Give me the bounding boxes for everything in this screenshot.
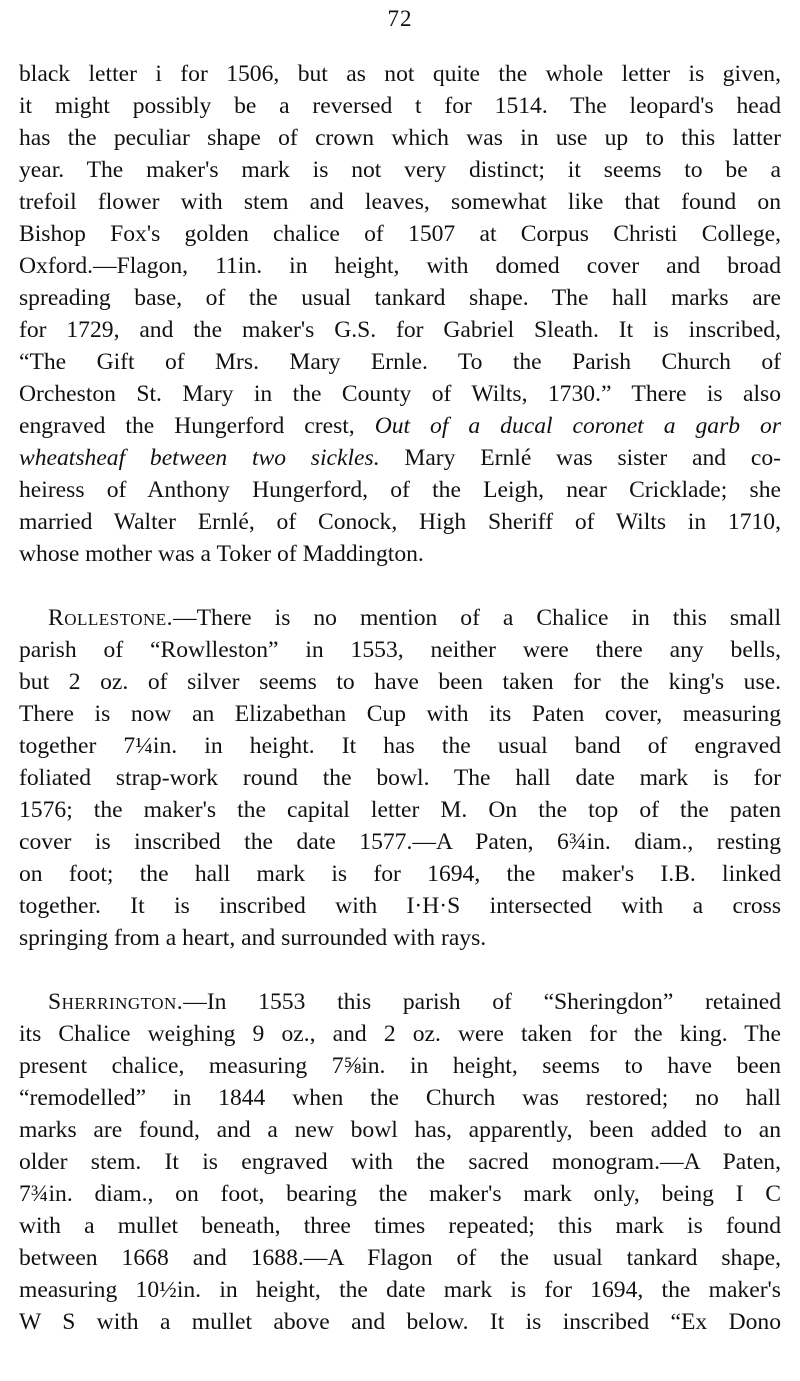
text-line (48, 986, 781, 1018)
text-line: Orcheston St. Mary in the County of Wilts, 1730.” There is also (19, 381, 781, 407)
text-line: for 1729, and the maker's G.S. for Gabriel Sleath. It is inscribed, (19, 317, 781, 343)
text-run: engraved the Hungerford crest, (19, 413, 375, 439)
page-number: 72 (387, 6, 413, 31)
text-line: There is now an Elizabethan Cup with its Paten cover, measuring (19, 701, 781, 727)
text-line: on foot; the hall mark is for 1694, the maker's I.B. linked (19, 861, 781, 887)
text-line: but 2 oz. of silver seems to have been taken for the king's use. (19, 669, 781, 695)
italic-blazon: wheatsheaf between two sickles. (19, 445, 380, 471)
text-line: trefoil flower with stem and leaves, somewhat like that found on (19, 189, 781, 215)
text-run: —In 1553 this parish of “Sheringdon” retained (183, 989, 781, 1015)
text-run: —There is no mention of a Chalice in this small (173, 605, 781, 631)
text-line: together. It is inscribed with I·H·S intersected with a cross (19, 893, 781, 919)
text-line: its Chalice weighing 9 oz., and 2 oz. were taken for the king. The (19, 1021, 781, 1047)
italic-blazon: Out of a ducal coronet a garb or (374, 413, 781, 439)
text-line: marks are found, and a new bowl has, apparently, been added to an (19, 1117, 781, 1143)
text-line: measuring 10½in. in height, the date mark is for 1694, the maker's (19, 1277, 781, 1303)
text-line: W S with a mullet above and below. It is inscribed “Ex Dono (19, 1309, 781, 1335)
section-heading-sherrington: Sherrington. (48, 989, 184, 1015)
text-line: it might possibly be a reversed t for 1514. The leopard's head (19, 93, 781, 119)
text-line: older stem. It is engraved with the sacred monogram.—A Paten, (19, 1149, 781, 1175)
text-line: together 7¼in. in height. It has the usual band of engraved (19, 733, 781, 759)
text-line: has the peculiar shape of crown which was in use up to this latter (19, 125, 781, 151)
text-line: foliated strap-work round the bowl. The hall date mark is for (19, 765, 781, 791)
text-line: heiress of Anthony Hungerford, of the Leigh, near Cricklade; she (19, 477, 781, 503)
text-line (19, 410, 781, 442)
text-line: Bishop Fox's golden chalice of 1507 at Corpus Christi College, (19, 221, 781, 247)
text-line: springing from a heart, and surrounded with rays. (19, 925, 487, 951)
text-line: black letter i for 1506, but as not quite the whole letter is given, (19, 61, 781, 87)
text-line (19, 442, 781, 474)
text-line: year. The maker's mark is not very distinct; it seems to be a (19, 157, 781, 183)
text-line: Oxford.—Flagon, 11in. in height, with domed cover and broad (19, 253, 781, 279)
text-line: cover is inscribed the date 1577.—A Paten, 6¾in. diam., resting (19, 829, 781, 855)
text-run: Mary Ernlé was sister and co- (379, 445, 781, 471)
text-line: with a mullet beneath, three times repeated; this mark is found (19, 1213, 781, 1239)
text-line: between 1668 and 1688.—A Flagon of the usual tankard shape, (19, 1245, 781, 1271)
text-line: 1576; the maker's the capital letter M. On the top of the paten (19, 797, 781, 823)
text-line: “The Gift of Mrs. Mary Ernle. To the Parish Church of (19, 349, 781, 375)
text-line: present chalice, measuring 7⅝in. in height, seems to have been (19, 1053, 781, 1079)
text-line (48, 602, 781, 634)
section-heading-rollestone: Rollestone. (48, 605, 174, 631)
text-line: whose mother was a Toker of Maddington. (19, 541, 424, 567)
text-line: spreading base, of the usual tankard shape. The hall marks are (19, 285, 781, 311)
text-line: parish of “Rowlleston” in 1553, neither were there any bells, (19, 637, 781, 663)
text-line: 7¾in. diam., on foot, bearing the maker's mark only, being I C (19, 1181, 781, 1207)
text-line: “remodelled” in 1844 when the Church was restored; no hall (19, 1085, 781, 1111)
text-line: married Walter Ernlé, of Conock, High Sheriff of Wilts in 1710, (19, 509, 781, 535)
